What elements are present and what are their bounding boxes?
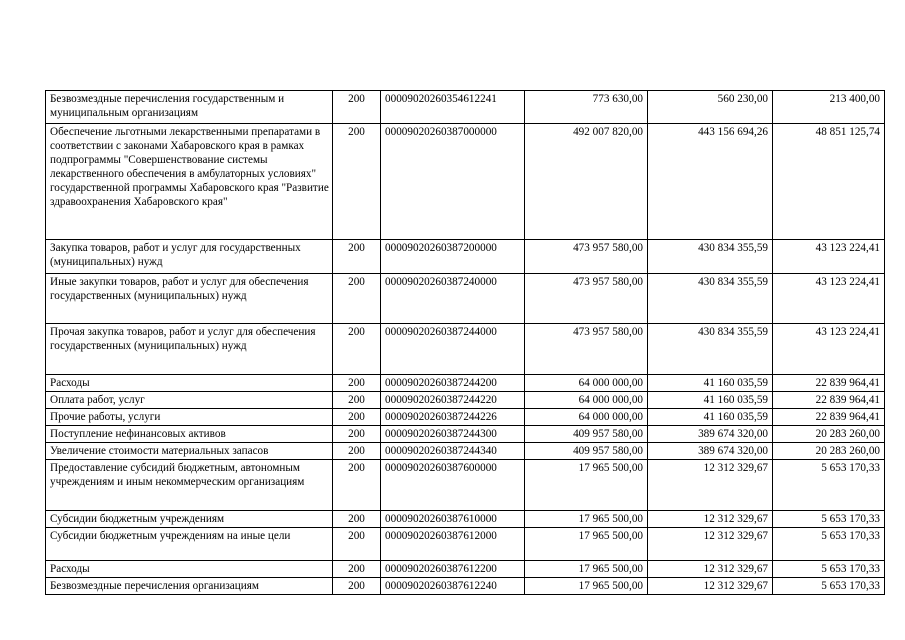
row-approved-amount: 473 957 580,00: [525, 240, 648, 274]
row-executed-amount: 430 834 355,59: [648, 274, 773, 324]
row-line-code: 200: [333, 375, 381, 392]
row-name: Иные закупки товаров, работ и услуг для обеспечения государственных (муниципальных) нужд: [46, 274, 333, 324]
row-name: Оплата работ, услуг: [46, 392, 333, 409]
row-approved-amount: 773 630,00: [525, 91, 648, 124]
row-name: Субсидии бюджетным учреждениям на иные цели: [46, 528, 333, 561]
row-approved-amount: 17 965 500,00: [525, 528, 648, 561]
row-line-code: 200: [333, 274, 381, 324]
row-unexecuted-amount: 22 839 964,41: [773, 375, 885, 392]
row-name: Расходы: [46, 561, 333, 578]
row-approved-amount: 409 957 580,00: [525, 443, 648, 460]
row-unexecuted-amount: 48 851 125,74: [773, 124, 885, 240]
row-budget-code: 00009020260387244200: [381, 375, 525, 392]
row-unexecuted-amount: 43 123 224,41: [773, 240, 885, 274]
table-row: [46, 561, 885, 578]
row-executed-amount: 12 312 329,67: [648, 460, 773, 511]
row-approved-amount: 17 965 500,00: [525, 578, 648, 595]
table-row: [46, 409, 885, 426]
row-executed-amount: 430 834 355,59: [648, 240, 773, 274]
table-row: [46, 460, 885, 511]
row-name: Увеличение стоимости материальных запасов: [46, 443, 333, 460]
table-row: [46, 324, 885, 375]
row-unexecuted-amount: 20 283 260,00: [773, 443, 885, 460]
row-executed-amount: 41 160 035,59: [648, 409, 773, 426]
row-unexecuted-amount: 213 400,00: [773, 91, 885, 124]
row-executed-amount: 12 312 329,67: [648, 578, 773, 595]
row-line-code: 200: [333, 324, 381, 375]
table-row: [46, 124, 885, 240]
table-body: [46, 91, 885, 595]
row-unexecuted-amount: 43 123 224,41: [773, 324, 885, 375]
row-line-code: 200: [333, 443, 381, 460]
row-unexecuted-amount: 20 283 260,00: [773, 426, 885, 443]
row-executed-amount: 443 156 694,26: [648, 124, 773, 240]
row-executed-amount: 41 160 035,59: [648, 375, 773, 392]
row-budget-code: 00009020260387244226: [381, 409, 525, 426]
row-name: Расходы: [46, 375, 333, 392]
table-row: [46, 443, 885, 460]
row-line-code: 200: [333, 528, 381, 561]
table-row: [46, 426, 885, 443]
row-unexecuted-amount: 43 123 224,41: [773, 274, 885, 324]
row-unexecuted-amount: 22 839 964,41: [773, 409, 885, 426]
row-name: Обеспечение льготными лекарственными препаратами в соответствии с законами Хабаровского края в рамках подпрограммы "Совершенствование системы лекарственного обеспечения в амбулаторных условиях" государственной программы Хабаровского края "Развитие здравоохранения Хабаровского края": [46, 124, 333, 240]
row-unexecuted-amount: 22 839 964,41: [773, 392, 885, 409]
row-budget-code: 00009020260387244340: [381, 443, 525, 460]
row-line-code: 200: [333, 561, 381, 578]
row-approved-amount: 492 007 820,00: [525, 124, 648, 240]
row-approved-amount: 473 957 580,00: [525, 324, 648, 375]
row-unexecuted-amount: 5 653 170,33: [773, 511, 885, 528]
row-line-code: 200: [333, 91, 381, 124]
row-name: Прочие работы, услуги: [46, 409, 333, 426]
row-line-code: 200: [333, 392, 381, 409]
row-budget-code: 00009020260387244300: [381, 426, 525, 443]
row-budget-code: 00009020260387612240: [381, 578, 525, 595]
row-executed-amount: 560 230,00: [648, 91, 773, 124]
row-line-code: 200: [333, 240, 381, 274]
row-unexecuted-amount: 5 653 170,33: [773, 561, 885, 578]
table-row: [46, 274, 885, 324]
row-budget-code: 00009020260387600000: [381, 460, 525, 511]
row-budget-code: 00009020260387244000: [381, 324, 525, 375]
row-executed-amount: 12 312 329,67: [648, 561, 773, 578]
table-row: [46, 511, 885, 528]
table-row: [46, 528, 885, 561]
row-executed-amount: 430 834 355,59: [648, 324, 773, 375]
row-budget-code: 00009020260387200000: [381, 240, 525, 274]
row-budget-code: 00009020260387000000: [381, 124, 525, 240]
row-budget-code: 00009020260387244220: [381, 392, 525, 409]
row-name: Субсидии бюджетным учреждениям: [46, 511, 333, 528]
table-row: [46, 375, 885, 392]
row-approved-amount: 409 957 580,00: [525, 426, 648, 443]
row-budget-code: 00009020260387240000: [381, 274, 525, 324]
row-line-code: 200: [333, 578, 381, 595]
row-line-code: 200: [333, 511, 381, 528]
row-executed-amount: 12 312 329,67: [648, 528, 773, 561]
row-line-code: 200: [333, 124, 381, 240]
row-budget-code: 00009020260354612241: [381, 91, 525, 124]
row-budget-code: 00009020260387610000: [381, 511, 525, 528]
row-approved-amount: 17 965 500,00: [525, 511, 648, 528]
row-budget-code: 00009020260387612200: [381, 561, 525, 578]
budget-execution-table: [45, 90, 885, 595]
row-budget-code: 00009020260387612000: [381, 528, 525, 561]
table-row: [46, 578, 885, 595]
row-line-code: 200: [333, 409, 381, 426]
row-unexecuted-amount: 5 653 170,33: [773, 578, 885, 595]
row-name: Безвозмездные перечисления организациям: [46, 578, 333, 595]
row-unexecuted-amount: 5 653 170,33: [773, 528, 885, 561]
row-name: Предоставление субсидий бюджетным, автономным учреждениям и иным некоммерческим организациям: [46, 460, 333, 511]
table-row: [46, 240, 885, 274]
row-executed-amount: 12 312 329,67: [648, 511, 773, 528]
row-approved-amount: 473 957 580,00: [525, 274, 648, 324]
row-approved-amount: 64 000 000,00: [525, 409, 648, 426]
row-unexecuted-amount: 5 653 170,33: [773, 460, 885, 511]
table-row: [46, 392, 885, 409]
row-name: Закупка товаров, работ и услуг для государственных (муниципальных) нужд: [46, 240, 333, 274]
row-approved-amount: 17 965 500,00: [525, 561, 648, 578]
table-row: [46, 91, 885, 124]
row-executed-amount: 389 674 320,00: [648, 443, 773, 460]
row-name: Поступление нефинансовых активов: [46, 426, 333, 443]
row-line-code: 200: [333, 460, 381, 511]
row-line-code: 200: [333, 426, 381, 443]
row-executed-amount: 41 160 035,59: [648, 392, 773, 409]
row-approved-amount: 64 000 000,00: [525, 392, 648, 409]
row-name: Безвозмездные перечисления государственным и муниципальным организациям: [46, 91, 333, 124]
row-executed-amount: 389 674 320,00: [648, 426, 773, 443]
row-approved-amount: 64 000 000,00: [525, 375, 648, 392]
row-name: Прочая закупка товаров, работ и услуг для обеспечения государственных (муниципальных) нужд: [46, 324, 333, 375]
row-approved-amount: 17 965 500,00: [525, 460, 648, 511]
